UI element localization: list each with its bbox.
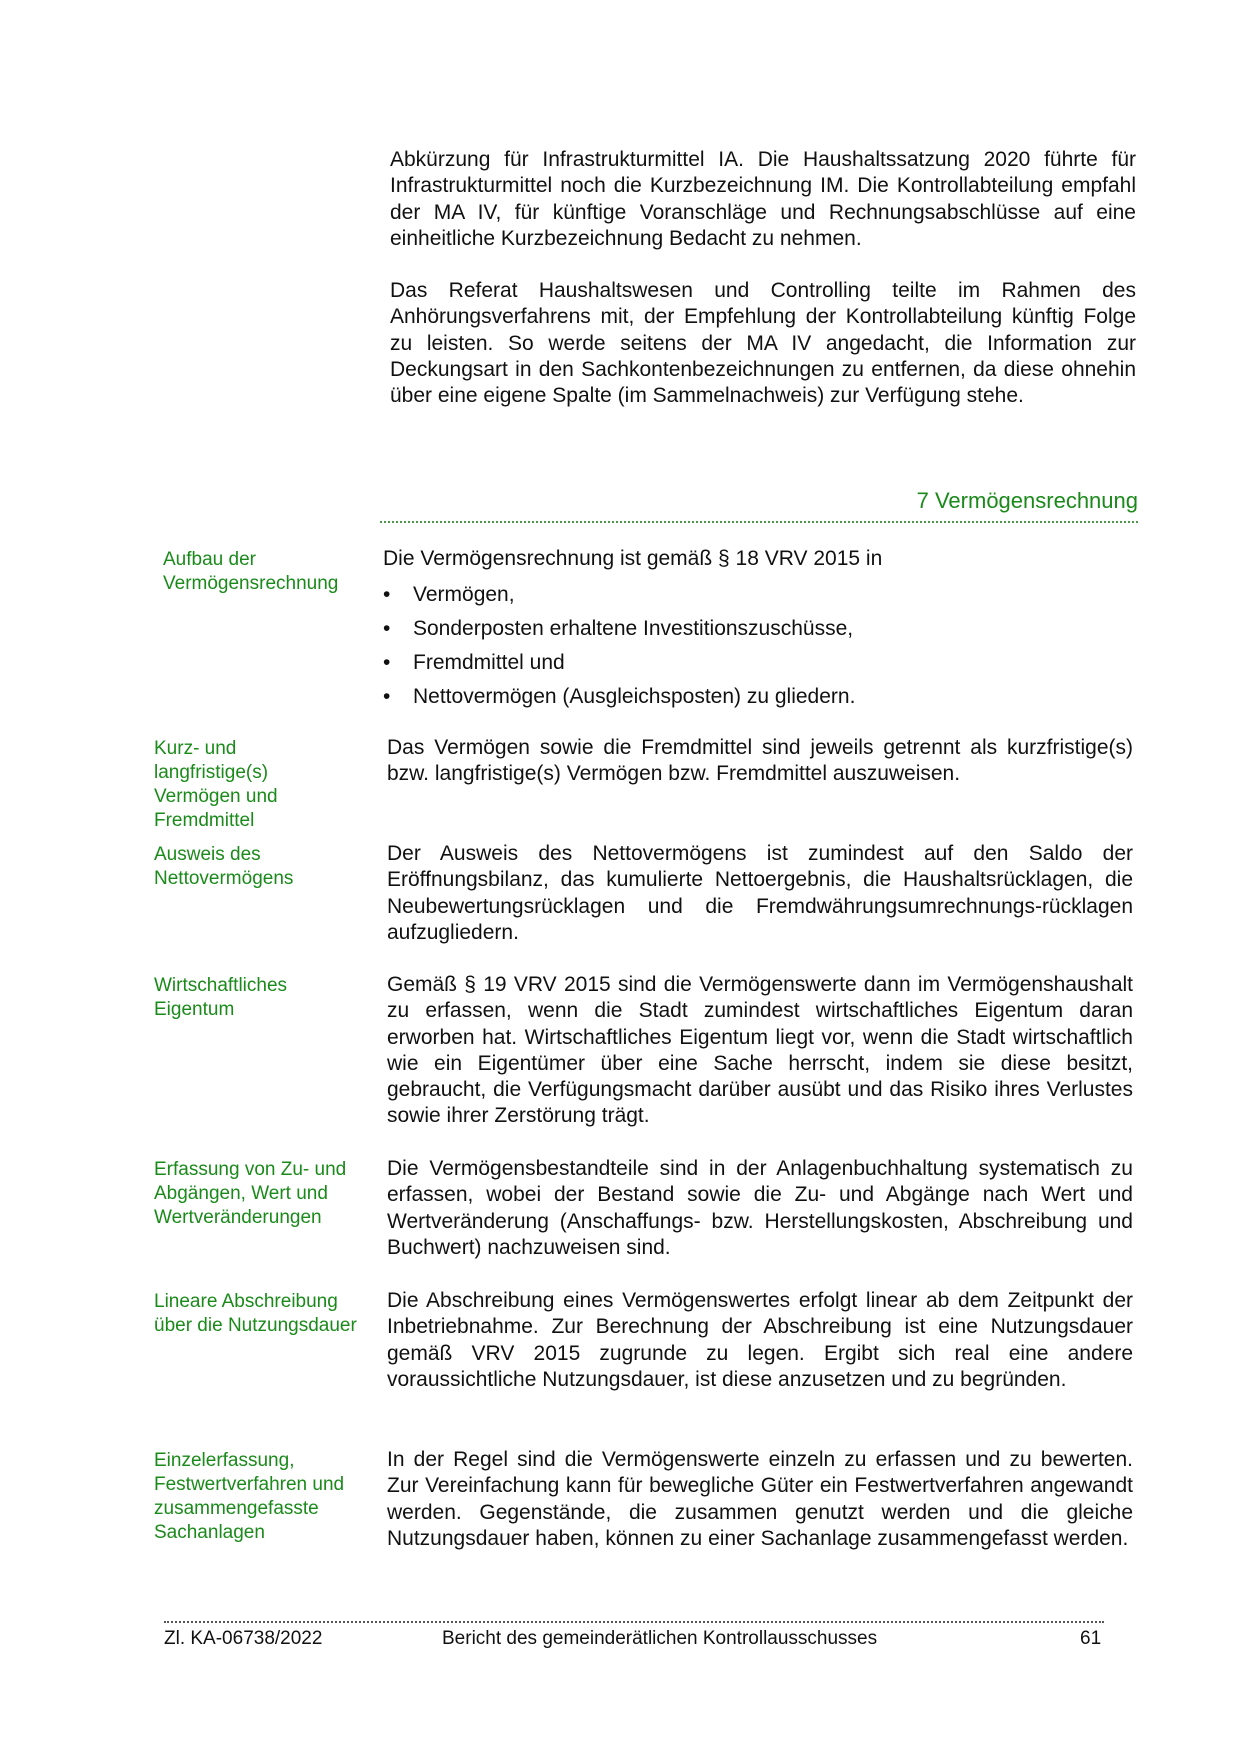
intro-paragraph: Abkürzung für Infrastrukturmittel IA. Die Haushaltssatzung 2020 führte für Infrastrukturmittel noch die Kurzbezeichnung IM. Die Kontrollabteilung empfahl der MA IV, für künftige Voranschläge und Rechnungsabschlüsse auf eine einheitliche Kurzbezeichnung Bedacht zu nehmen.	[390, 148, 1136, 250]
section-text: Der Ausweis des Nettovermögens ist zumindest auf den Saldo der Eröffnungsbilanz, das kumulierte Nettoergebnis, die Haushaltsrücklagen, die Neubewertungsrücklagen und die Fremdwährungsumrechnungs-rücklagen aufzugliedern.	[387, 842, 1133, 944]
footer-divider	[164, 1621, 1104, 1623]
margin-label: Erfassung von Zu- und Abgängen, Wert und Wertveränderungen	[154, 1159, 347, 1228]
section-text	[383, 546, 1129, 714]
bullet-list	[383, 578, 1129, 714]
list-item: • Vermögen,	[383, 578, 1129, 612]
footer-reference: Zl. KA-06738/2022	[164, 1628, 323, 1649]
margin-label: Aufbau der Vermögensrechnung	[163, 549, 339, 594]
list-item: • Nettovermögen (Ausgleichsposten) zu gliedern.	[383, 680, 1129, 714]
section-intro: Die Vermögensrechnung ist gemäß § 18 VRV 2015 in	[383, 547, 883, 570]
footer-title: Bericht des gemeinderätlichen Kontrollausschusses	[442, 1628, 878, 1649]
section-text: Die Abschreibung eines Vermögenswertes erfolgt linear ab dem Zeitpunkt der Inbetriebnahme. Zur Berechnung der Abschreibung ist eine Nutzungsdauer gemäß VRV 2015 zugrunde zu legen. Ergibt sich real eine andere voraussichtliche Nutzungsdauer, ist diese anzusetzen und zu begründen.	[387, 1289, 1133, 1391]
section-text: Das Vermögen sowie die Fremdmittel sind jeweils getrennt als kurzfristige(s) bzw. langfristige(s) Vermögen bzw. Fremdmittel auszuweisen.	[387, 736, 1133, 786]
margin-label: Wirtschaftliches Eigentum	[154, 975, 288, 1020]
intro-paragraph: Das Referat Haushaltswesen und Controlling teilte im Rahmen des Anhörungsverfahrens mit, der Empfehlung der Kontrollabteilung künftig Folge zu leisten. So werde seitens der MA IV angedacht, die Information zur Deckungsart in den Sachkontenbezeichnungen zu entfernen, da diese ohnehin über eine eigene Spalte (im Sammelnachweis) zur Verfügung stehe.	[390, 279, 1136, 408]
margin-label: Einzelerfassung, Festwertverfahren und zusammengefasste Sachanlagen	[154, 1450, 345, 1543]
margin-label: Lineare Abschreibung über die Nutzungsdauer	[154, 1291, 357, 1336]
section-text: Gemäß § 19 VRV 2015 sind die Vermögenswerte dann im Vermögenshaushalt zu erfassen, wenn die Stadt zumindest wirtschaftliches Eigentum daran erworben hat. Wirtschaftliches Eigentum liegt vor, wenn die Stadt wirtschaftlich wie ein Eigentümer über eine Sache herrscht, indem sie diese besitzt, gebraucht, die Verfügungsmacht darüber ausübt und das Risiko ihres Verlustes sowie ihrer Zerstörung trägt.	[387, 973, 1133, 1128]
section-heading: 7 Vermögensrechnung	[916, 488, 1138, 513]
margin-label: Ausweis des Nettovermögens	[154, 844, 294, 889]
list-item: • Sonderposten erhaltene Investitionszuschüsse,	[383, 612, 1129, 646]
page-number: 61	[1080, 1628, 1102, 1649]
section-text: Die Vermögensbestandteile sind in der Anlagenbuchhaltung systematisch zu erfassen, wobei der Bestand sowie die Zu- und Abgänge nach Wert und Wertveränderung (Anschaffungs- bzw. Herstellungskosten, Abschreibung und Buchwert) nachzuweisen sind.	[387, 1157, 1133, 1259]
heading-divider	[380, 521, 1138, 523]
section-text: In der Regel sind die Vermögenswerte einzeln zu erfassen und zu bewerten. Zur Vereinfachung kann für bewegliche Güter ein Festwertverfahren angewandt werden. Gegenstände, die zusammen genutzt werden und die gleiche Nutzungsdauer haben, können zu einer Sachanlage zusammengefasst werden.	[387, 1448, 1133, 1550]
margin-label: Kurz- und langfristige(s) Vermögen und Fremdmittel	[154, 738, 278, 831]
list-item: • Fremdmittel und	[383, 646, 1129, 680]
